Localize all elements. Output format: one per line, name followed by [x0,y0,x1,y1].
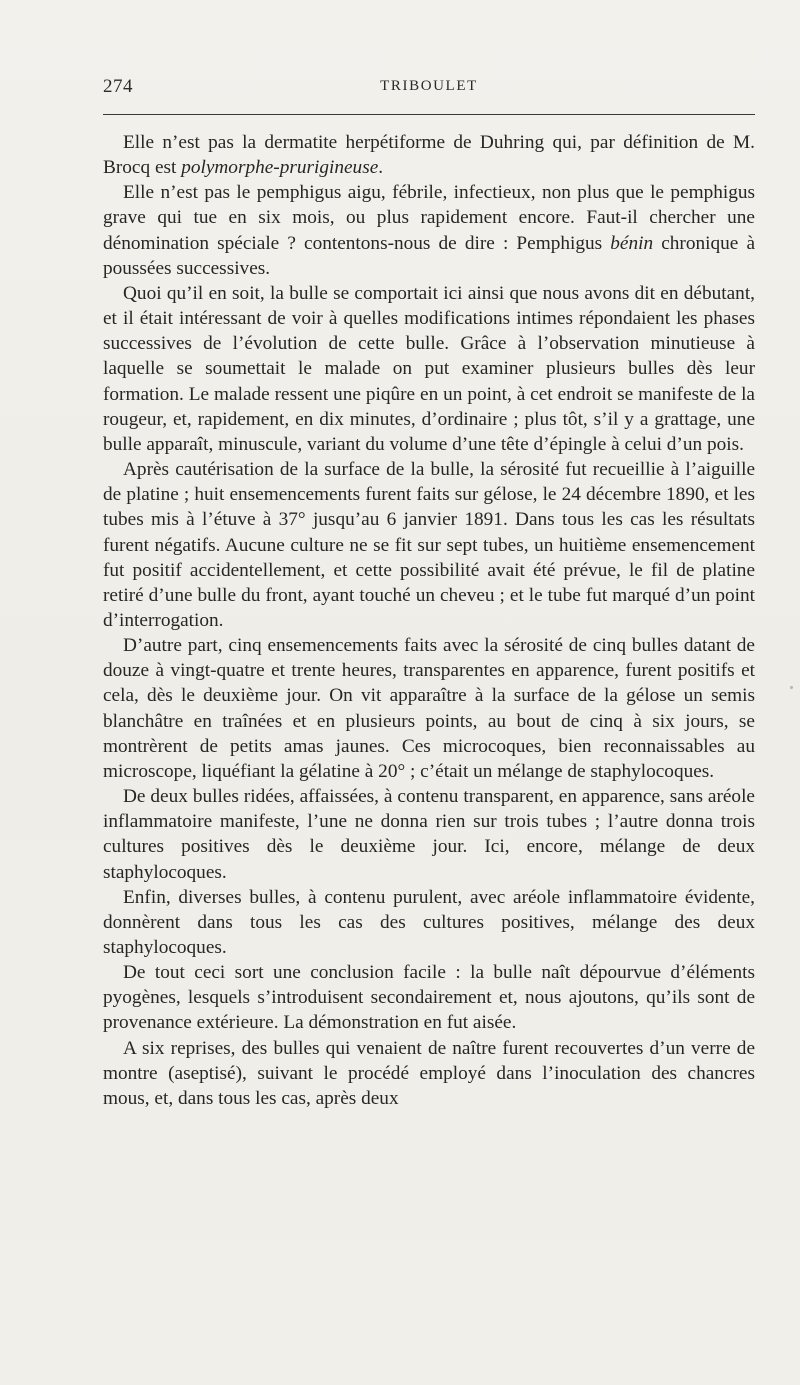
page-number: 274 [103,76,133,97]
running-title: TRIBOULET [380,78,478,94]
paragraph-9: A six reprises, des bulles qui venaient de naître furent recouvertes d’un verre de montre (aseptisé), suivant le procédé employé dans l’inoculation des chancres mous, et, dans tous les cas, après deux [103,1037,755,1109]
paragraph-1-text-b: . [378,157,384,179]
paragraph-6: De deux bulles ridées, affaissées, à contenu transparent, en apparence, sans aréole inflammatoire manifeste, l’une ne donna rien sur trois tubes ; l’autre donna trois cultures positives dès le deuxième jour. Ici, encore, mélange de deux staphylocoques. [103,786,755,883]
paragraph-1-text-a: Elle n’est pas la dermatite herpétiforme de Duhring qui, par définition de M. Brocq est [103,132,755,179]
paragraph-1-italic: polymorphe-prurigineuse [181,157,379,179]
paragraph-5: D’autre part, cinq ensemencements faits avec la sérosité de cinq bulles datant de douze à vingt-quatre et trente heures, transparentes en apparence, furent positifs et cela, dès le deuxième jour. On vit apparaître à la surface de la gélose un semis blanchâtre en traînées et en plusieurs points, au bout de cinq à six jours, se montrèrent de petits amas jaunes. Ces microcoques, bien reconnaissables au microscope, liquéfiant la gélatine à 20° ; c’était un mélange de staphylocoques. [103,635,755,782]
paragraph-8: De tout ceci sort une conclusion facile : la bulle naît dépourvue d’éléments pyogènes, lesquels s’introduisent secondairement et, nous ajoutons, qu’ils sont de provenance extérieure. La démonstration en fut aisée. [103,962,755,1034]
paragraph-2-text-a: Elle n’est pas le pemphigus aigu, fébrile, infectieux, non plus que le pemphigus grave qui tue en six mois, ou plus rapidement encore. Faut-il chercher une dénomination spéciale ? contentons-nous de dire : Pemphigus [103,182,755,254]
paragraph-2 [103,180,755,281]
header-rule [103,114,755,115]
paragraph-1 [103,130,755,180]
running-head [103,76,755,104]
paragraph-3: Quoi qu’il en soit, la bulle se comportait ici ainsi que nous avons dit en débutant, et il était intéressant de voir à quelles modifications intimes répondaient les phases successives de l’évolution de cette bulle. Grâce à l’observation minutieuse à laquelle se soumettait le malade on put examiner plusieurs bulles dès leur formation. Le malade ressent une piqûre en un point, à cet endroit se manifeste de la rougeur, et, rapidement, en dix minutes, d’ordinaire ; plus tôt, s’il y a grattage, une bulle apparaît, minuscule, variant du volume d’une tête d’épingle à celui d’un pois. [103,282,755,455]
paragraph-2-italic: bénin [610,232,654,254]
paper-speck [790,686,793,689]
body-text [103,130,755,1111]
paragraph-4: Après cautérisation de la surface de la bulle, la sérosité fut recueillie à l’aiguille de platine ; huit ensemencements furent faits sur gélose, le 24 décembre 1890, et les tubes mis à l’étuve à 37° jusqu’au 6 janvier 1891. Dans tous les cas les résultats furent négatifs. Aucune culture ne se fit sur sept tubes, un huitième ensemencement fut positif accidentellement, et cette possibilité avait été prévue, le fil de platine retiré d’une bulle du front, ayant touché un cheveu ; et le tube fut marqué d’un point d’interrogation. [103,459,755,631]
paragraph-2-text-b: chronique à poussées successives. [103,232,756,279]
paragraph-7: Enfin, diverses bulles, à contenu purulent, avec aréole inflammatoire évidente, donnèrent dans tous les cas des cultures positives, mélange des deux staphylocoques. [103,886,755,958]
